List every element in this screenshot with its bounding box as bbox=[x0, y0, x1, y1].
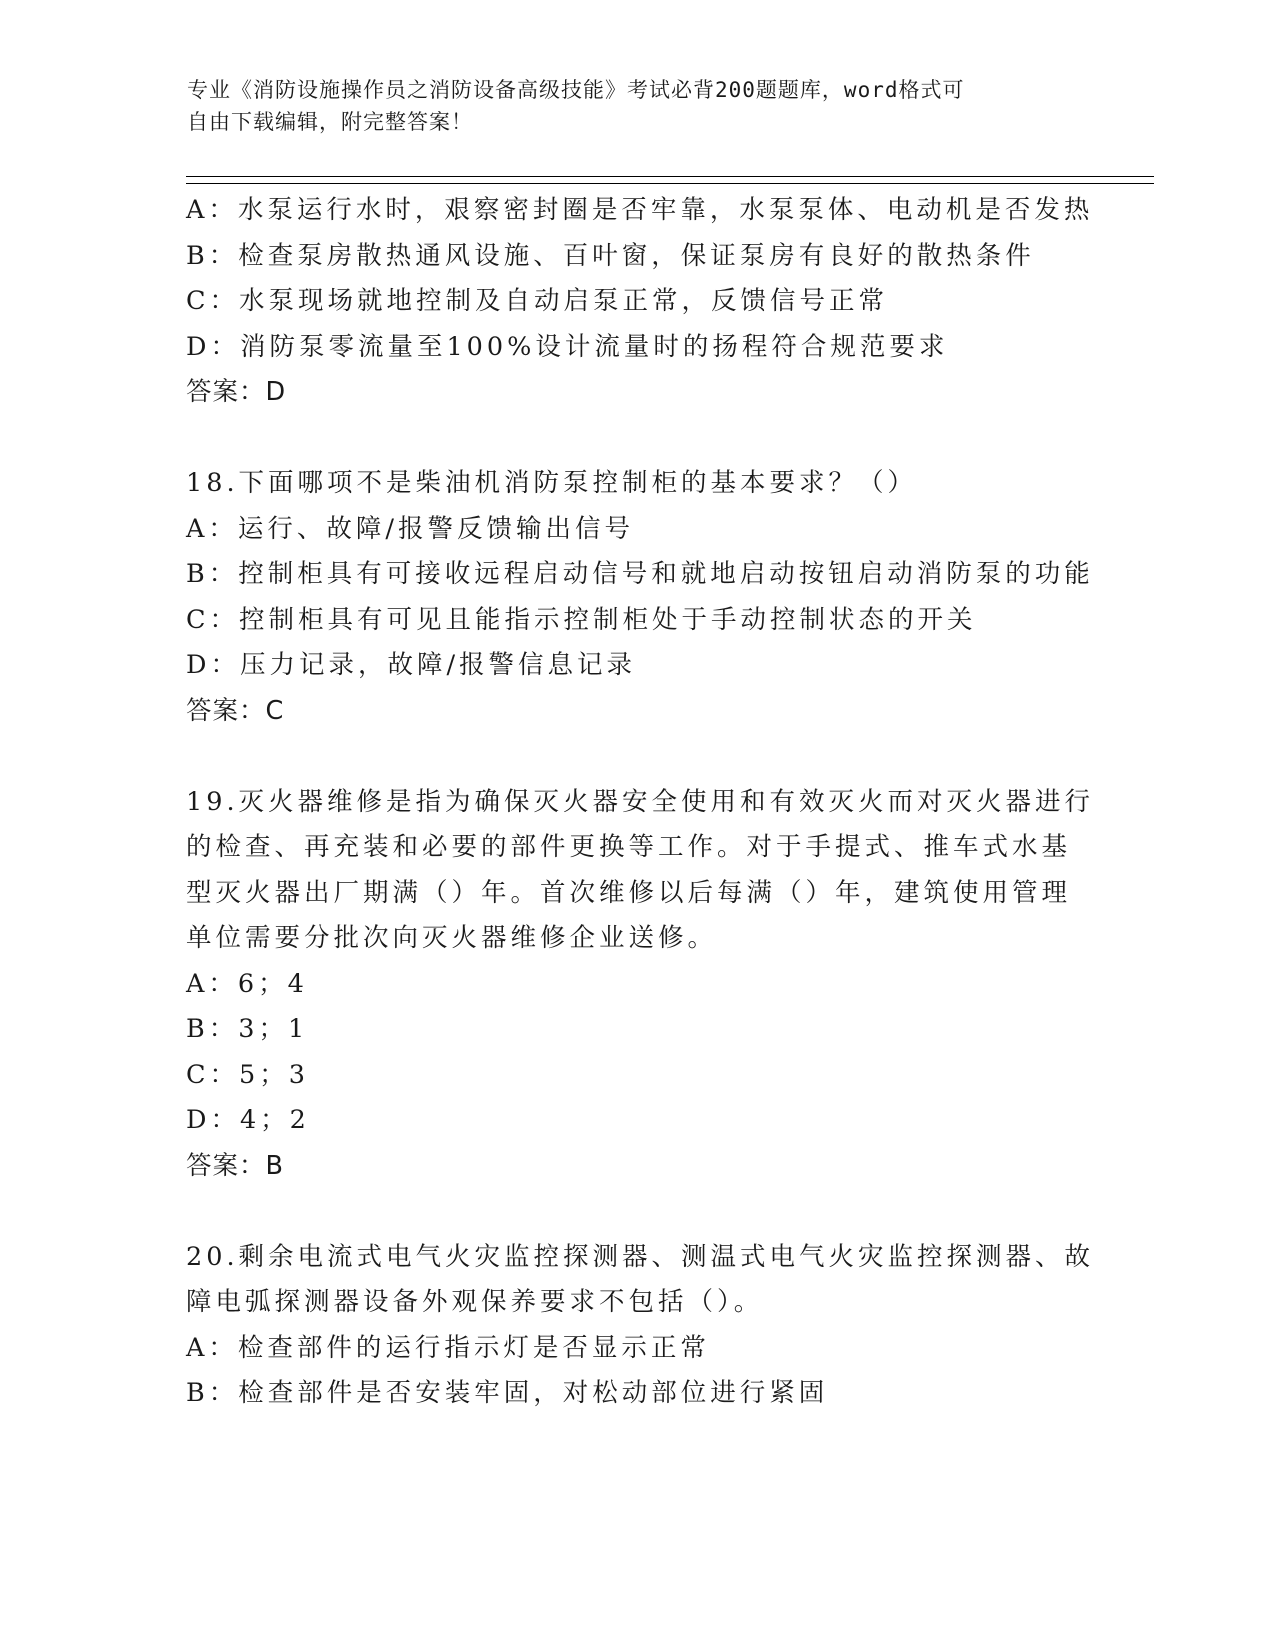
question-17-remainder bbox=[186, 188, 1094, 416]
question-list bbox=[186, 188, 1095, 1417]
question-20 bbox=[186, 1235, 1095, 1417]
q19-stem-line-3: 型灭火器出厂期满（）年。首次维修以后每满（）年，建筑使用管理 bbox=[186, 877, 1072, 908]
q17-answer: 答案：D bbox=[186, 377, 287, 407]
q19-option-c: C：5；3 bbox=[186, 1059, 309, 1090]
q19-stem-line-2: 的检查、再充装和必要的部件更换等工作。对于手提式、推车式水基 bbox=[186, 832, 1072, 862]
q18-option-b: B：控制柜具有可接收远程启动信号和就地启动按钮启动消防泵的功能 bbox=[186, 559, 1094, 589]
question-18 bbox=[186, 461, 1094, 734]
q20-option-a: A：检查部件的运行指示灯是否显示正常 bbox=[186, 1332, 710, 1363]
q19-option-a: A：6；4 bbox=[186, 968, 308, 999]
spacer bbox=[186, 416, 1086, 462]
header-divider bbox=[186, 176, 1154, 184]
q19-answer: 答案：B bbox=[186, 1150, 284, 1181]
q19-option-b: B：3；1 bbox=[186, 1014, 309, 1044]
q17-option-a: A：水泵运行水时，艰察密封圈是否牢靠，水泵泵体、电动机是否发热 bbox=[186, 195, 1094, 225]
header-line-1: 专业《消防设施操作员之消防设备高级技能》考试必背200题题库，word格式可 bbox=[187, 78, 965, 102]
q18-stem: 18.下面哪项不是柴油机消防泵控制柜的基本要求？（） bbox=[186, 468, 918, 498]
q17-option-d: D：消防泵零流量至100%设计流量时的扬程符合规范要求 bbox=[186, 331, 949, 362]
q19-stem-line-4: 单位需要分批次向灭火器维修企业送修。 bbox=[186, 923, 718, 953]
q18-option-d: D：压力记录，故障/报警信息记录 bbox=[186, 650, 637, 680]
spacer bbox=[186, 1189, 1086, 1235]
q20-option-b: B：检查部件是否安装牢固，对松动部位进行紧固 bbox=[186, 1378, 829, 1408]
q17-option-c: C：水泵现场就地控制及自动启泵正常，反馈信号正常 bbox=[186, 286, 889, 316]
spacer bbox=[186, 734, 1086, 780]
q18-option-a: A：运行、故障/报警反馈输出信号 bbox=[186, 513, 635, 544]
question-19 bbox=[186, 780, 1095, 1190]
q17-option-b: B：检查泵房散热通风设施、百叶窗，保证泵房有良好的散热条件 bbox=[186, 240, 1035, 271]
q20-stem-line-2: 障电弧探测器设备外观保养要求不包括（）。 bbox=[186, 1287, 764, 1317]
q18-option-c: C：控制柜具有可见且能指示控制柜处于手动控制状态的开关 bbox=[186, 604, 977, 635]
q20-stem-line-1: 20.剩余电流式电气火灾监控探测器、测温式电气火灾监控探测器、故 bbox=[186, 1241, 1095, 1272]
q19-option-d: D：4；2 bbox=[186, 1105, 310, 1135]
header-line-2: 自由下载编辑，附完整答案！ bbox=[187, 110, 473, 134]
q18-answer: 答案：C bbox=[186, 695, 285, 726]
document-header bbox=[187, 74, 1067, 138]
q19-stem-line-1: 19.灭火器维修是指为确保灭火器安全使用和有效灭火而对灭火器进行 bbox=[186, 786, 1095, 817]
